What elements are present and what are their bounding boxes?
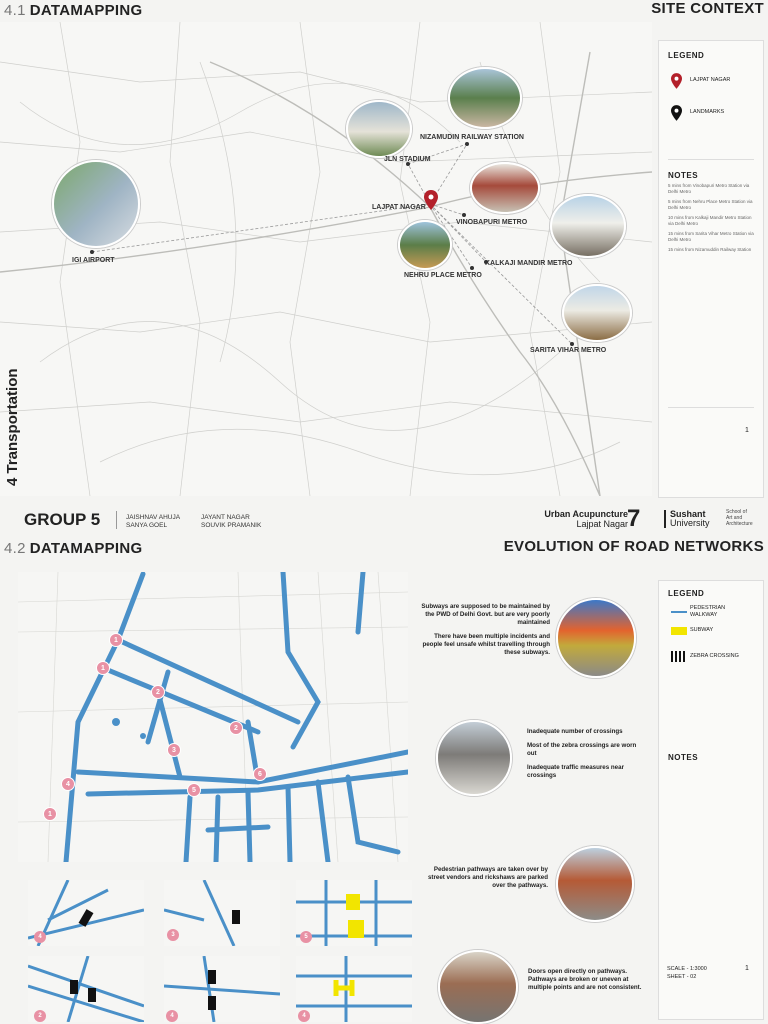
walkway-swatch [671,611,687,613]
legend-2-item-zebra: ZEBRA CROSSING [668,653,739,659]
kalkaji-metro-photo [550,194,626,258]
names-column-1: JAISHNAV AHUJA SANYA GOEL [126,514,181,529]
vinobapuri-metro-photo [470,162,540,214]
black-location-pin-icon [671,105,682,121]
thumb-marker: 4 [166,1010,178,1022]
names-column-2: JAYANT NAGAR SOUVIK PRAMANIK [201,514,262,529]
label-jln: JLN STADIUM [384,156,431,163]
scale-info: SCALE - 1:3000 SHEET - 02 [667,966,707,980]
map-marker: 3 [167,743,181,757]
lajpat-nagar-pin-icon [424,190,438,210]
notes-1-list: 5 mins from Vinobapuri Metro Station via Delhi Metro 5 mins from Nehru Place Metro Station via Delhi Metro 10 mins from Kalkaji Mandir Metro Station via Delhi Metro 15 mins from Sarita Vihar Metro Station via Delhi Metro 15 mins from Nizamuddin Railway Station [668,183,754,252]
legend-2-item-subway: SUBWAY [668,627,713,633]
section-1-side-label: 4 Transportation [4,368,21,486]
legend-2-title: LEGEND [668,589,705,598]
label-kalkaji: KALKAJI MANDIR METRO [485,260,573,267]
nehru-place-photo [398,220,452,270]
annotation-subway: Subways are supposed to be maintained by the PWD of Delhi Govt. but are very poorly maintained There have been multiple incidents and people feel unsafe whilst travelling through these subways. [421,603,550,656]
label-lajpat: LAJPAT NAGAR [372,204,426,211]
vendors-photo [556,846,634,922]
road-network-map [18,572,408,862]
label-igi: IGI AIRPORT [72,257,115,264]
map-marker: 4 [61,777,75,791]
section-1-title: DATAMAPPING [29,2,143,19]
legend-2-item-walkway: PEDESTRIAN WALKWAY [668,605,750,619]
legend-1-item-lajpat: LAJPAT NAGAR [668,73,730,83]
legend-1-sheet: 1 [745,427,749,434]
section-2-title: DATAMAPPING [29,540,143,557]
project-title: Urban Acupuncture Lajpat Nagar [544,509,628,529]
group-name: GROUP 5 [24,510,101,529]
site-context-map [0,22,652,496]
label-vinobapuri: VINOBAPURI METRO [456,219,528,226]
legend-2-sheet: 1 [745,965,749,972]
school-name: School of Art and Architecture [726,509,753,527]
legend-1-item-landmarks: LANDMARKS [668,105,724,115]
label-sarita: SARITA VIHAR METRO [530,347,607,354]
thumb-map-4 [28,956,144,1022]
doors-photo [438,950,518,1024]
annotation-vendors: Pedestrian pathways are taken over by street vendors and rickshaws are parked over the pathways. [427,866,548,889]
map-marker: 2 [151,685,165,699]
university-logo: Sushant University [664,510,710,528]
map-marker: 1 [96,661,110,675]
thumb-marker: 5 [300,931,312,943]
thumb-marker: 4 [34,931,46,943]
label-nizamudin: NIZAMUDIN RAILWAY STATION [420,134,524,141]
section-2-heading: 4.2 DATAMAPPING [4,540,143,557]
notes-2-title: NOTES [668,753,699,762]
sheet-number: 7 [627,505,641,532]
legend-1-divider-2 [668,407,754,408]
road-networks-title: EVOLUTION OF ROAD NETWORKS [503,538,764,555]
thumb-map-3 [296,880,412,946]
nizamudin-station-photo [448,67,522,129]
section-1-heading: 4.1 DATAMAPPING [4,2,143,19]
thumb-marker: 2 [34,1010,46,1022]
thumb-map-6 [296,956,412,1022]
map-marker: 1 [109,633,123,647]
subway-swatch [671,627,687,635]
zebra-swatch [671,651,687,662]
map-marker: 6 [253,767,267,781]
igi-airport-photo [52,160,140,248]
walkway-map [18,572,408,862]
footer-divider [116,511,117,529]
map-marker: 1 [43,807,57,821]
jln-stadium-photo [346,100,412,158]
legend-1-divider [668,159,754,160]
map-marker: 5 [187,783,201,797]
red-location-pin-icon [671,73,682,89]
thumb-map-2 [164,880,280,946]
label-nehru: NEHRU PLACE METRO [404,272,482,279]
subway-photo [556,598,636,678]
legend-1-title: LEGEND [668,51,705,60]
legend-panel-2 [658,580,764,1020]
site-context-title: SITE CONTEXT [651,0,764,17]
thumb-marker: 4 [298,1010,310,1022]
annotation-doors: Doors open directly on pathways. Pathways are broken or uneven at multiple points and are not consistent. [528,968,642,991]
sarita-vihar-photo [562,284,632,342]
crossing-photo [436,720,512,796]
legend-panel-1 [658,40,764,498]
thumb-marker: 3 [167,929,179,941]
thumb-map-5 [164,956,280,1022]
notes-1-title: NOTES [668,171,699,180]
map-marker: 2 [229,721,243,735]
annotation-crossings: Inadequate number of crossings Most of the zebra crossings are worn out Inadequate traffic measures near crossings [527,728,637,779]
